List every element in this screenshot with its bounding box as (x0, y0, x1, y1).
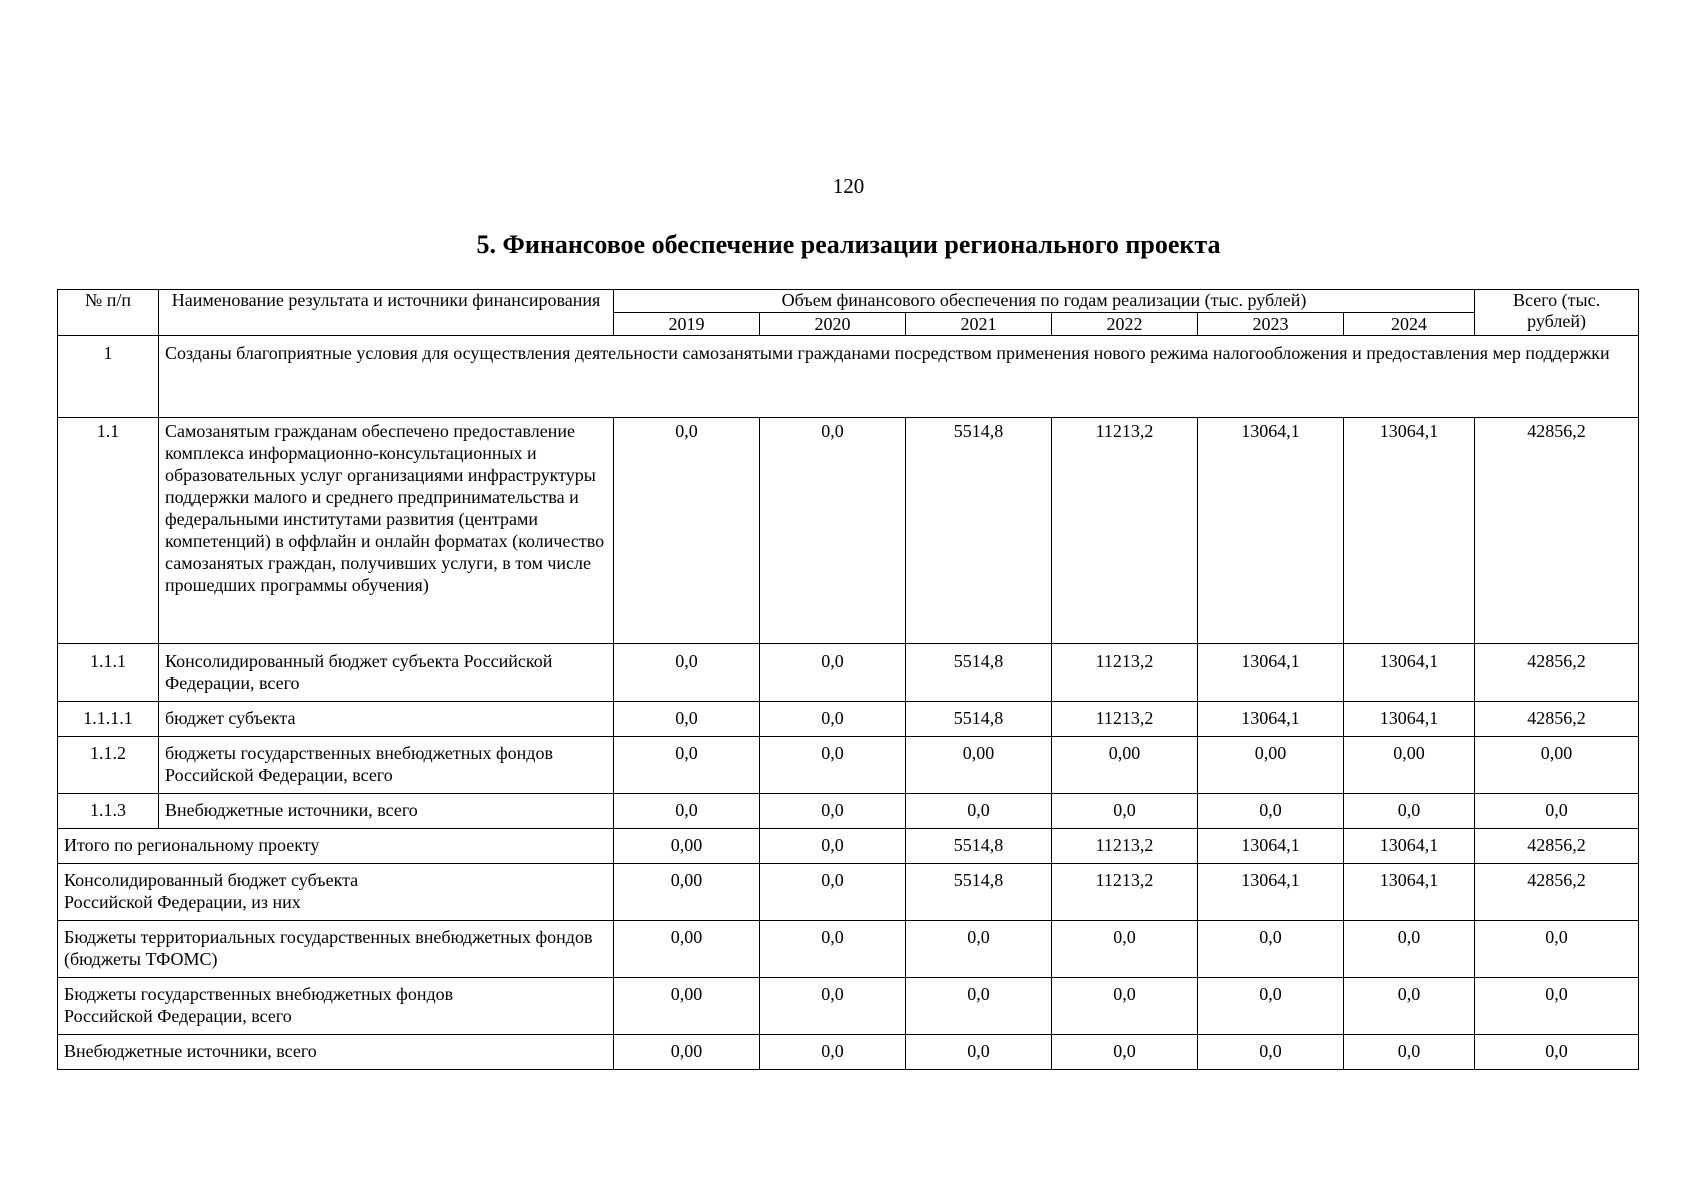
summary-value: 0,0 (760, 1035, 906, 1070)
table-row (58, 418, 1639, 644)
row-num: 1 (58, 336, 159, 418)
row-value: 0,0 (760, 418, 906, 644)
row-total: 42856,2 (1475, 418, 1639, 644)
row-total: 0,00 (1475, 737, 1639, 794)
summary-value: 0,0 (1344, 921, 1475, 978)
summary-value: 0,0 (906, 1035, 1052, 1070)
header-year: 2020 (760, 313, 906, 336)
row-num: 1.1 (58, 418, 159, 644)
summary-name: Бюджеты территориальных государственных внебюджетных фондов (бюджеты ТФОМС) (58, 921, 614, 978)
table-row (58, 702, 1639, 737)
row-value: 0,00 (1344, 737, 1475, 794)
summary-row (58, 864, 1639, 921)
row-value: 0,0 (614, 702, 760, 737)
row-value: 0,00 (1052, 737, 1198, 794)
summary-value: 0,00 (614, 829, 760, 864)
row-num: 1.1.2 (58, 737, 159, 794)
summary-total: 0,0 (1475, 1035, 1639, 1070)
summary-value: 0,0 (760, 829, 906, 864)
row-num: 1.1.3 (58, 794, 159, 829)
row-value: 0,0 (614, 794, 760, 829)
summary-value: 0,0 (1198, 1035, 1344, 1070)
summary-value: 11213,2 (1052, 864, 1198, 921)
summary-name-text: Бюджеты государственных внебюджетных фондов Российской Федерации, всего (64, 984, 454, 1026)
row-name: бюджеты государственных внебюджетных фондов Российской Федерации, всего (159, 737, 614, 794)
row-value: 0,0 (760, 794, 906, 829)
section-title: 5. Финансовое обеспечение реализации регионального проекта (476, 230, 1221, 259)
summary-total: 0,0 (1475, 921, 1639, 978)
row-value: 13064,1 (1344, 644, 1475, 702)
row-value: 0,0 (614, 644, 760, 702)
row-value: 13064,1 (1198, 418, 1344, 644)
objective-row (58, 336, 1639, 418)
summary-total: 42856,2 (1475, 829, 1639, 864)
summary-value: 0,00 (614, 921, 760, 978)
summary-value: 0,0 (906, 978, 1052, 1035)
summary-name-text: Консолидированный бюджет субъекта Российской Федерации, из них (64, 870, 359, 912)
summary-value: 0,0 (1198, 921, 1344, 978)
header-year: 2019 (614, 313, 760, 336)
row-total: 42856,2 (1475, 702, 1639, 737)
summary-value: 0,0 (1052, 1035, 1198, 1070)
row-value: 0,00 (906, 737, 1052, 794)
header-year: 2023 (1198, 313, 1344, 336)
row-value: 11213,2 (1052, 418, 1198, 644)
summary-value: 0,00 (614, 864, 760, 921)
row-value: 13064,1 (1344, 418, 1475, 644)
summary-value: 0,0 (906, 921, 1052, 978)
header-num: № п/п (58, 290, 159, 336)
row-value: 13064,1 (1198, 702, 1344, 737)
row-value: 0,0 (760, 702, 906, 737)
row-value: 0,0 (1344, 794, 1475, 829)
header-year: 2021 (906, 313, 1052, 336)
header-total: Всего (тыс. рублей) (1475, 290, 1639, 336)
row-value: 0,0 (760, 644, 906, 702)
row-value: 0,0 (1198, 794, 1344, 829)
header-year: 2022 (1052, 313, 1198, 336)
summary-value: 0,0 (1344, 978, 1475, 1035)
row-total: 0,0 (1475, 794, 1639, 829)
summary-value: 13064,1 (1198, 864, 1344, 921)
row-value: 0,00 (1198, 737, 1344, 794)
header-year: 2024 (1344, 313, 1475, 336)
row-name: Внебюджетные источники, всего (159, 794, 614, 829)
row-name: Самозанятым гражданам обеспечено предоставление комплекса информационно-консультационных и образовательных услуг организациями инфраструктуры поддержки малого и среднего предпринимательства и федеральными институтами развития (центрами компетенций) в оффлайн и онлайн форматах (количество самозанятых граждан, получивших услуги, в том числе прошедших программы обучения) (159, 418, 614, 644)
table-row (58, 794, 1639, 829)
row-value: 5514,8 (906, 418, 1052, 644)
row-value: 13064,1 (1198, 644, 1344, 702)
summary-name (58, 864, 614, 921)
row-value: 0,0 (1052, 794, 1198, 829)
row-value: 0,0 (906, 794, 1052, 829)
row-name: Консолидированный бюджет субъекта Российской Федерации, всего (159, 644, 614, 702)
row-value: 0,0 (760, 737, 906, 794)
row-value: 5514,8 (906, 702, 1052, 737)
row-value: 0,0 (614, 737, 760, 794)
row-value: 5514,8 (906, 644, 1052, 702)
table-row (58, 644, 1639, 702)
row-value: 13064,1 (1344, 702, 1475, 737)
summary-value: 0,0 (1344, 1035, 1475, 1070)
summary-value: 5514,8 (906, 864, 1052, 921)
row-name: бюджет субъекта (159, 702, 614, 737)
row-value: 11213,2 (1052, 644, 1198, 702)
summary-value: 0,0 (1052, 978, 1198, 1035)
objective-text: Созданы благоприятные условия для осуществления деятельности самозанятыми гражданами посредством применения нового режима налогообложения и предоставления мер поддержки (159, 336, 1639, 418)
summary-name: Внебюджетные источники, всего (58, 1035, 614, 1070)
summary-name (58, 978, 614, 1035)
summary-total: 0,0 (1475, 978, 1639, 1035)
summary-value: 0,0 (760, 864, 906, 921)
summary-value: 0,0 (1052, 921, 1198, 978)
summary-value: 13064,1 (1198, 829, 1344, 864)
header-name: Наименование результата и источники финансирования (159, 290, 614, 336)
header-volume: Объем финансового обеспечения по годам реализации (тыс. рублей) (614, 290, 1475, 313)
row-total: 42856,2 (1475, 644, 1639, 702)
summary-value: 13064,1 (1344, 864, 1475, 921)
financing-table (57, 289, 1639, 1070)
summary-row (58, 978, 1639, 1035)
summary-value: 13064,1 (1344, 829, 1475, 864)
summary-value: 0,0 (760, 978, 906, 1035)
summary-row (58, 1035, 1639, 1070)
summary-value: 11213,2 (1052, 829, 1198, 864)
header-row (58, 290, 1639, 313)
row-value: 11213,2 (1052, 702, 1198, 737)
summary-row (58, 829, 1639, 864)
summary-total: 42856,2 (1475, 864, 1639, 921)
summary-value: 5514,8 (906, 829, 1052, 864)
row-num: 1.1.1.1 (58, 702, 159, 737)
summary-name: Итого по региональному проекту (58, 829, 614, 864)
summary-value: 0,0 (1198, 978, 1344, 1035)
summary-value: 0,00 (614, 1035, 760, 1070)
row-value: 0,0 (614, 418, 760, 644)
page-number: 120 (832, 174, 865, 198)
row-num: 1.1.1 (58, 644, 159, 702)
table-row (58, 737, 1639, 794)
summary-value: 0,00 (614, 978, 760, 1035)
summary-value: 0,0 (760, 921, 906, 978)
summary-row (58, 921, 1639, 978)
